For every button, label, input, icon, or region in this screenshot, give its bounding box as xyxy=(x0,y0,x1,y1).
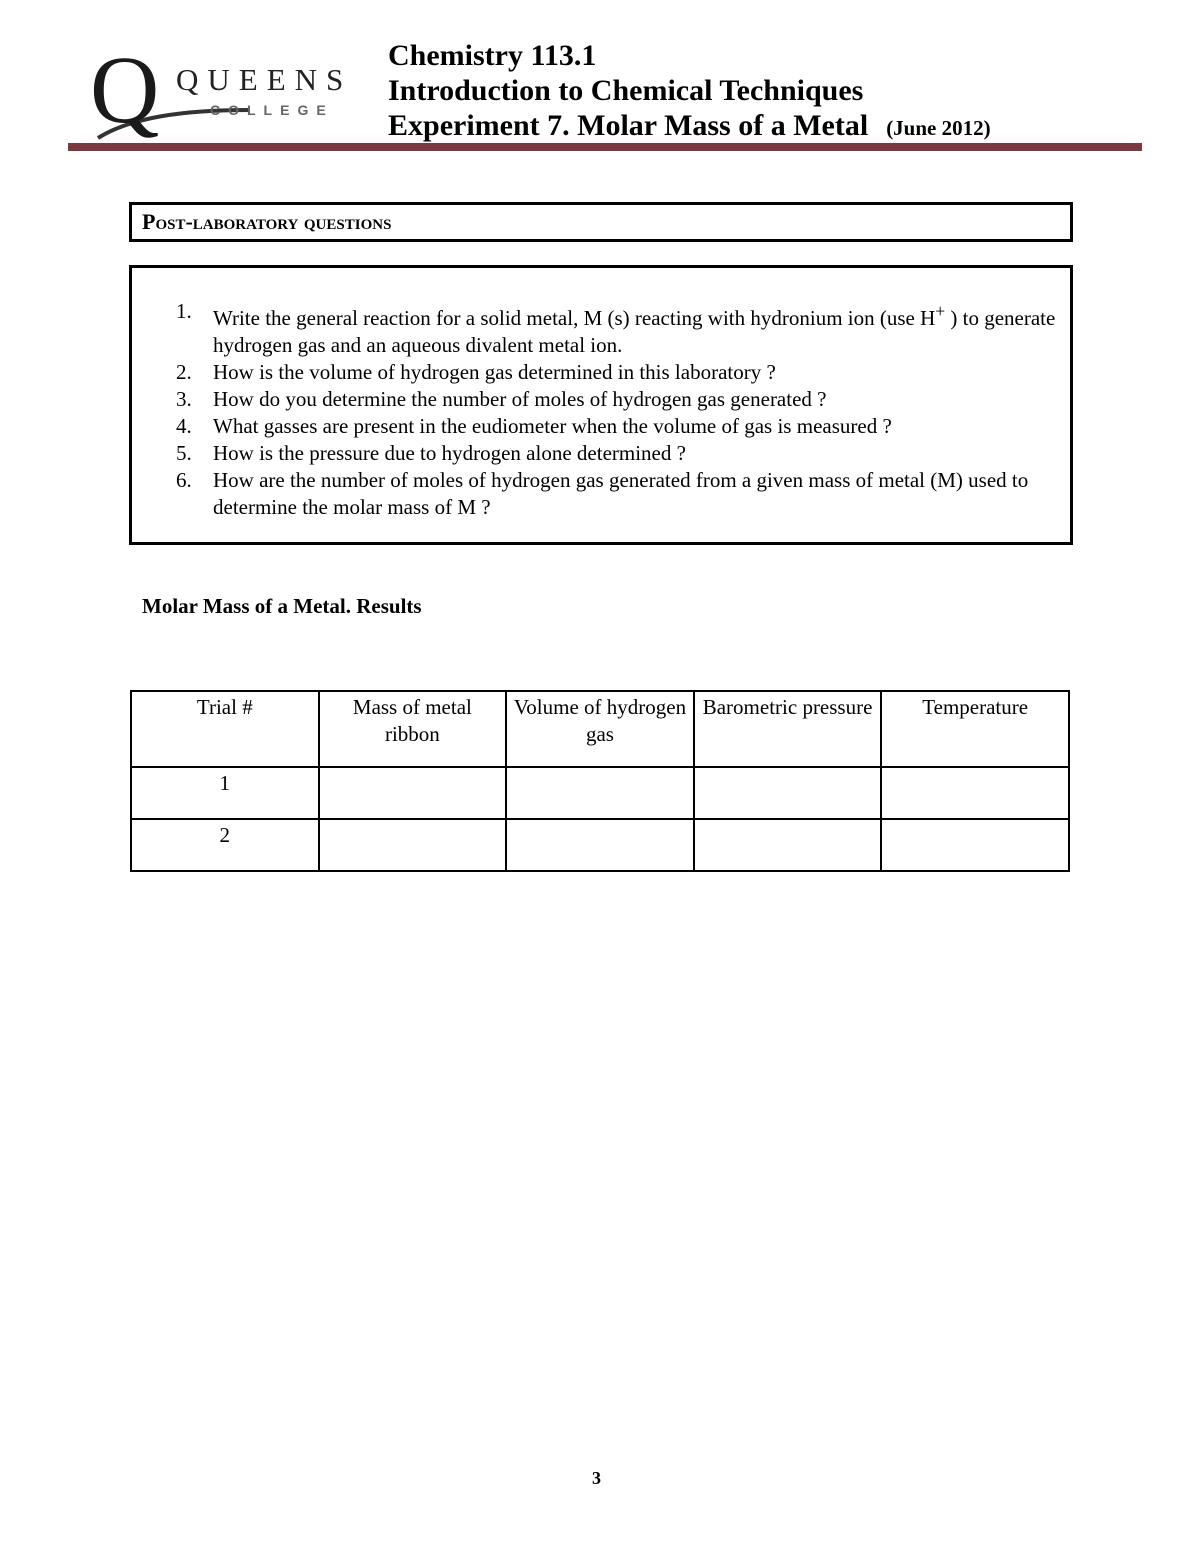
logo-q-glyph: Q xyxy=(90,36,160,143)
column-header-volume: Volume of hydrogen gas xyxy=(506,691,694,767)
questions-box xyxy=(129,265,1073,545)
course-subtitle: Introduction to Chemical Techniques xyxy=(388,74,864,107)
experiment-title xyxy=(388,108,991,146)
question-number: 1. xyxy=(176,299,192,323)
question-text: How is the volume of hydrogen gas determined in this laboratory ? xyxy=(213,360,776,384)
volume-cell[interactable] xyxy=(506,767,694,819)
questions-list xyxy=(176,298,1064,521)
trial-cell: 1 xyxy=(131,767,319,819)
logo-queens-text: QUEENS xyxy=(176,62,353,97)
question-text: How are the number of moles of hydrogen gas generated from a given mass of metal (M) used to determine the molar mass of M ? xyxy=(213,468,1029,519)
column-header-temperature: Temperature xyxy=(881,691,1069,767)
table-row xyxy=(131,819,1069,871)
question-number: 4. xyxy=(176,414,192,438)
question-item xyxy=(176,298,1064,359)
question-number: 3. xyxy=(176,387,192,411)
column-header-trial: Trial # xyxy=(131,691,319,767)
volume-cell[interactable] xyxy=(506,819,694,871)
section-title-box xyxy=(129,202,1073,242)
section-title: Post-laboratory questions xyxy=(142,209,392,234)
trial-cell: 2 xyxy=(131,819,319,871)
queens-college-logo xyxy=(90,36,370,148)
mass-cell[interactable] xyxy=(319,767,507,819)
question-number: 5. xyxy=(176,441,192,465)
question-number: 6. xyxy=(176,468,192,492)
results-table xyxy=(130,690,1070,872)
question-item xyxy=(176,359,1064,386)
course-title: Chemistry 113.1 xyxy=(388,39,597,72)
question-item xyxy=(176,440,1064,467)
pressure-cell[interactable] xyxy=(694,819,882,871)
question-number: 2. xyxy=(176,360,192,384)
table-header-row xyxy=(131,691,1069,767)
question-text: How do you determine the number of moles of hydrogen gas generated ? xyxy=(213,387,827,411)
document-header xyxy=(388,38,991,146)
column-header-pressure: Barometric pressure xyxy=(694,691,882,767)
question-text: Write the general reaction for a solid metal, M (s) reacting with hydronium ion (use H xyxy=(213,306,936,330)
pressure-cell[interactable] xyxy=(694,767,882,819)
question-superscript: + xyxy=(935,301,946,321)
revision-date: (June 2012) xyxy=(886,116,991,140)
experiment-name: Experiment 7. Molar Mass of a Metal xyxy=(388,109,869,142)
page-number: 3 xyxy=(592,1468,601,1488)
temperature-cell[interactable] xyxy=(881,819,1069,871)
results-heading: Molar Mass of a Metal. Results xyxy=(142,594,422,618)
question-item xyxy=(176,386,1064,413)
question-text-continued: ) to generate hydrogen gas and an aqueous divalent metal ion. xyxy=(213,306,1056,357)
header-rule xyxy=(68,143,1142,151)
table-row xyxy=(131,767,1069,819)
temperature-cell[interactable] xyxy=(881,767,1069,819)
column-header-mass: Mass of metal ribbon xyxy=(319,691,507,767)
question-item xyxy=(176,467,1064,521)
mass-cell[interactable] xyxy=(319,819,507,871)
question-text: What gasses are present in the eudiometer when the volume of gas is measured ? xyxy=(213,414,892,438)
question-text: How is the pressure due to hydrogen alone determined ? xyxy=(213,441,686,465)
logo-college-text: COLLEGE xyxy=(210,102,334,118)
question-item xyxy=(176,413,1064,440)
